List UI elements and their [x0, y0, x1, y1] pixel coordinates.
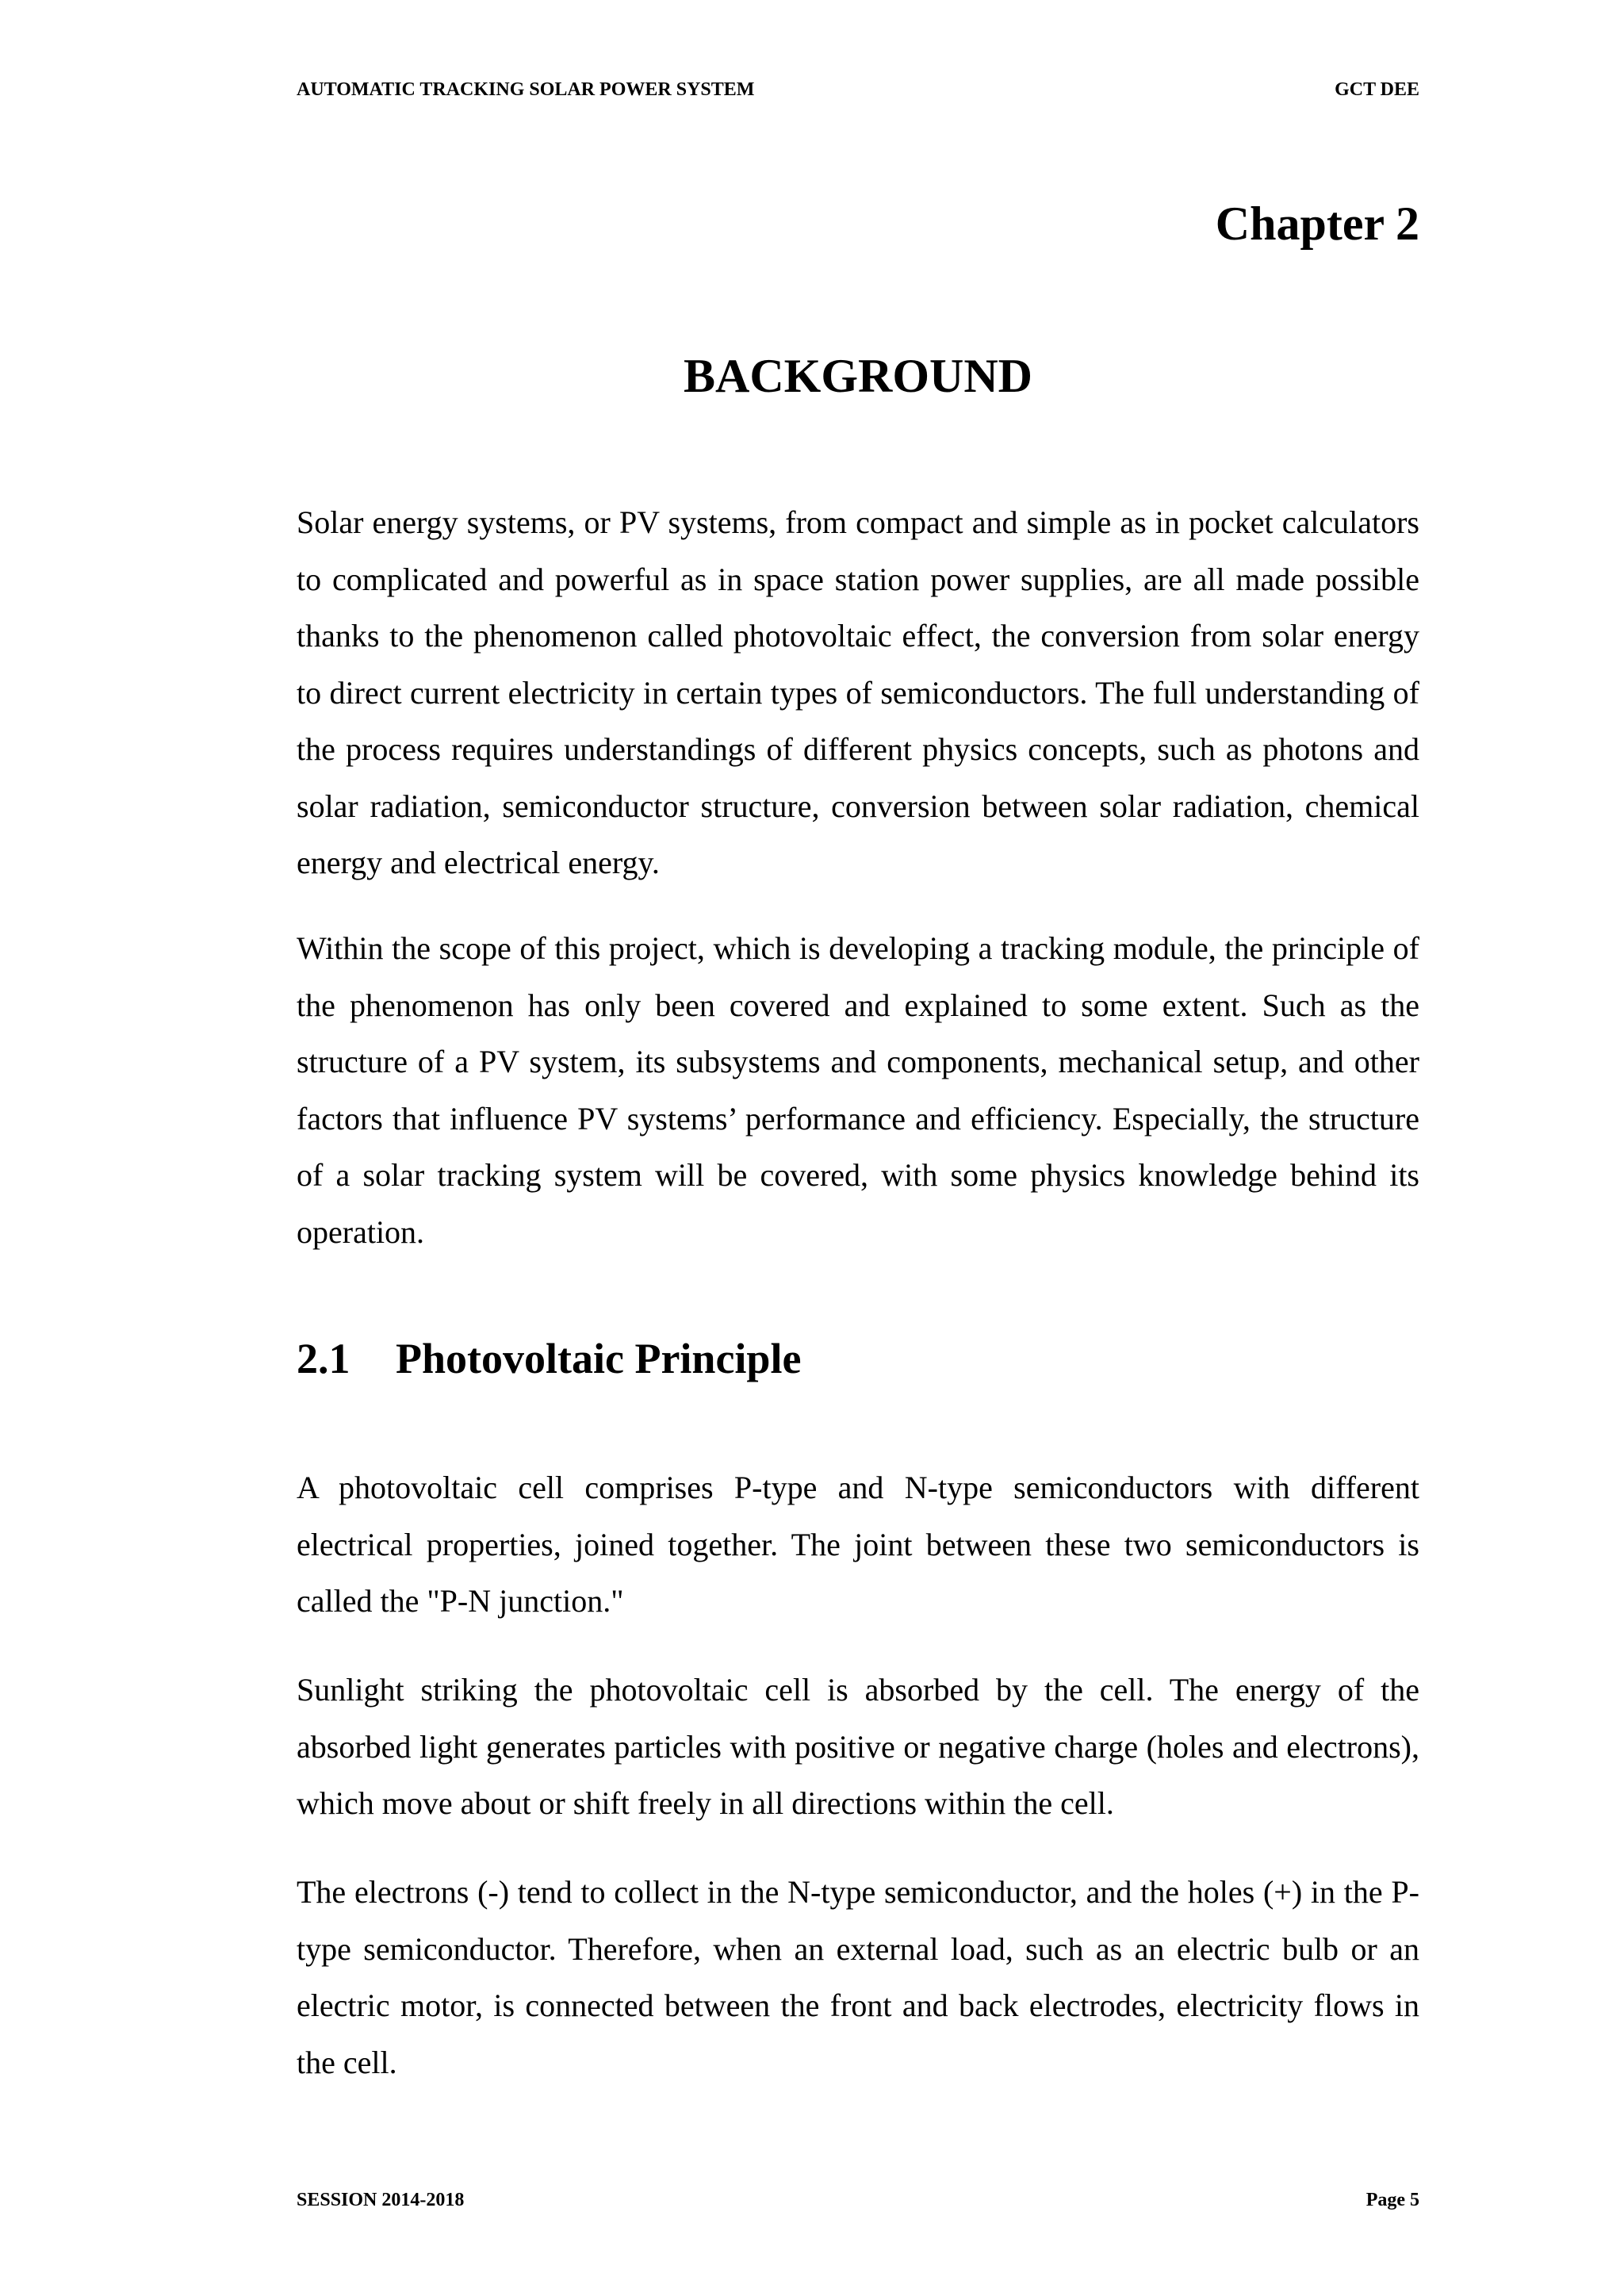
running-header: [297, 78, 1419, 102]
section-paragraph-2: Sunlight striking the photovoltaic cell is absorbed by the cell. The energy of the absorbed light generates particles with positive or negative charge (holes and electrons), which move about or shift freely in all directions within the cell.: [297, 1672, 1419, 1821]
section-heading: [297, 1332, 801, 1385]
footer-session: SESSION 2014-2018: [297, 2190, 465, 2210]
chapter-title: BACKGROUND: [683, 350, 1032, 402]
section-title: Photovoltaic Principle: [396, 1335, 802, 1382]
intro-paragraph-1: Solar energy systems, or PV systems, from compact and simple as in pocket calculators to complicated and powerful as in space station power supplies, are all made possible thanks to the phenomenon called photovoltaic effect, the conversion from solar energy to direct current electricity in certain types of semiconductors. The full understanding of the process requires understandings of different physics concepts, such as photons and solar radiation, semiconductor structure, conversion between solar radiation, chemical energy and electrical energy.: [297, 504, 1419, 880]
header-department: GCT DEE: [1335, 79, 1419, 100]
section-paragraph-1: A photovoltaic cell comprises P-type and N-type semiconductors with different electrical properties, joined together. The joint between these two semiconductors is called the "P-N junction.": [297, 1470, 1419, 1619]
section-paragraph-3: The electrons (-) tend to collect in the N-type semiconductor, and the holes (+) in the P-type semiconductor. Therefore, when an external load, such as an electric bulb or an electric motor, is connected between the front and back electrodes, electricity flows in the cell.: [297, 1874, 1419, 2080]
running-footer: [297, 2188, 1419, 2212]
footer-page-number: Page 5: [1365, 2190, 1419, 2210]
intro-paragraph-2: Within the scope of this project, which is developing a tracking module, the principle of the phenomenon has only been covered and explained to some extent. Such as the structure of a PV system, its subsystems and components, mechanical setup, and other factors that influence PV systems’ performance and efficiency. Especially, the structure of a solar tracking system will be covered, with some physics knowledge behind its operation.: [297, 930, 1419, 1250]
section-number: 2.1: [297, 1335, 350, 1382]
header-document-title: AUTOMATIC TRACKING SOLAR POWER SYSTEM: [297, 79, 755, 100]
chapter-label: Chapter 2: [1215, 197, 1419, 250]
